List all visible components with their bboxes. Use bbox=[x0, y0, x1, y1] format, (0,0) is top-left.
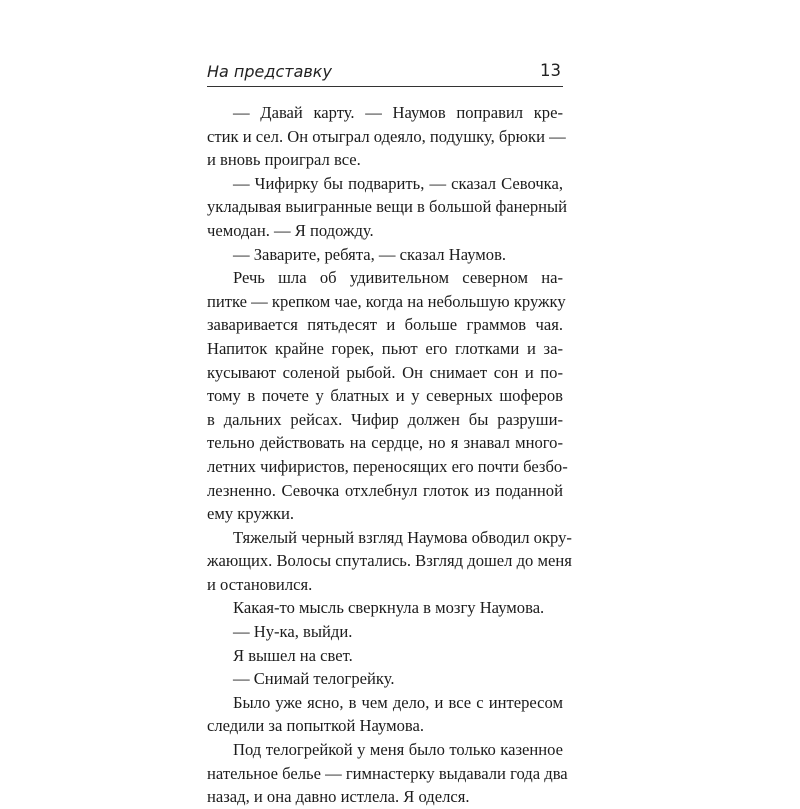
page-header bbox=[207, 60, 563, 87]
text-line: нательное белье — гимнастерку выдавали года два bbox=[207, 763, 568, 783]
paragraph bbox=[207, 620, 563, 644]
book-page bbox=[207, 60, 572, 809]
paragraph bbox=[207, 596, 563, 620]
text-line: — Давай карту. — Наумов поправил кре- bbox=[233, 103, 563, 122]
text-line: лезненно. Севочка отхлебнул глоток из поданной bbox=[207, 480, 563, 500]
text-line: и вновь проиграл все. bbox=[207, 150, 361, 170]
text-line: Я вышел на свет. bbox=[233, 645, 353, 665]
body-text bbox=[207, 101, 572, 809]
text-line: — Ну-ка, выйди. bbox=[233, 622, 353, 642]
text-line: чемодан. — Я подожду. bbox=[207, 220, 374, 240]
text-line: укладывая выигранные вещи в большой фанерный bbox=[207, 197, 568, 217]
text-line: — Снимай телогрейку. bbox=[233, 669, 395, 689]
paragraph bbox=[207, 266, 568, 526]
page-number: 13 bbox=[540, 61, 561, 80]
paragraph bbox=[207, 667, 563, 691]
text-line: стик и сел. Он отыграл одеяло, подушку, брюки — bbox=[207, 126, 566, 146]
paragraph bbox=[207, 526, 572, 597]
text-line: тому в почете у блатных и у северных шоферов bbox=[207, 386, 563, 406]
text-line: Было уже ясно, в чем дело, и все с интересом bbox=[233, 692, 563, 712]
paragraph bbox=[207, 738, 568, 809]
paragraph bbox=[207, 101, 566, 172]
paragraph bbox=[207, 243, 563, 267]
text-line: следили за попыткой Наумова. bbox=[207, 716, 425, 736]
text-line: и остановился. bbox=[207, 574, 313, 594]
text-line: в дальних рейсах. Чифир должен бы разруши- bbox=[207, 409, 563, 429]
text-line: ему кружки. bbox=[207, 504, 295, 524]
paragraph bbox=[207, 691, 563, 738]
text-line: — Заварите, ребята, — сказал Наумов. bbox=[233, 244, 507, 264]
text-line: Речь шла об удивительном северном на- bbox=[233, 268, 563, 288]
text-line: Под телогрейкой у меня было только казенное bbox=[233, 740, 563, 760]
text-line: летних чифиристов, переносящих его почти безбо- bbox=[207, 456, 568, 476]
text-line: Тяжелый черный взгляд Наумова обводил окру- bbox=[233, 527, 572, 547]
text-line: тельно действовать на сердце, но я знавал много- bbox=[207, 433, 563, 453]
text-line: питке — крепком чае, когда на небольшую кружку bbox=[207, 291, 566, 311]
text-line: назад, и она давно истлела. Я оделся. bbox=[207, 787, 470, 807]
text-line: — Чифирку бы подварить, — сказал Севочка, bbox=[233, 173, 563, 193]
text-line: кусывают соленой рыбой. Он снимает сон и по- bbox=[207, 362, 563, 382]
text-line: Какая-то мысль сверкнула в мозгу Наумова. bbox=[233, 598, 545, 618]
running-title: На представку bbox=[207, 62, 332, 81]
paragraph bbox=[207, 172, 568, 243]
text-line: жающих. Волосы спутались. Взгляд дошел до меня bbox=[207, 551, 572, 571]
text-line: Напиток крайне горек, пьют его глотками и за- bbox=[207, 338, 563, 358]
paragraph bbox=[207, 644, 563, 668]
text-line: заваривается пятьдесят и больше граммов чая. bbox=[207, 315, 563, 335]
